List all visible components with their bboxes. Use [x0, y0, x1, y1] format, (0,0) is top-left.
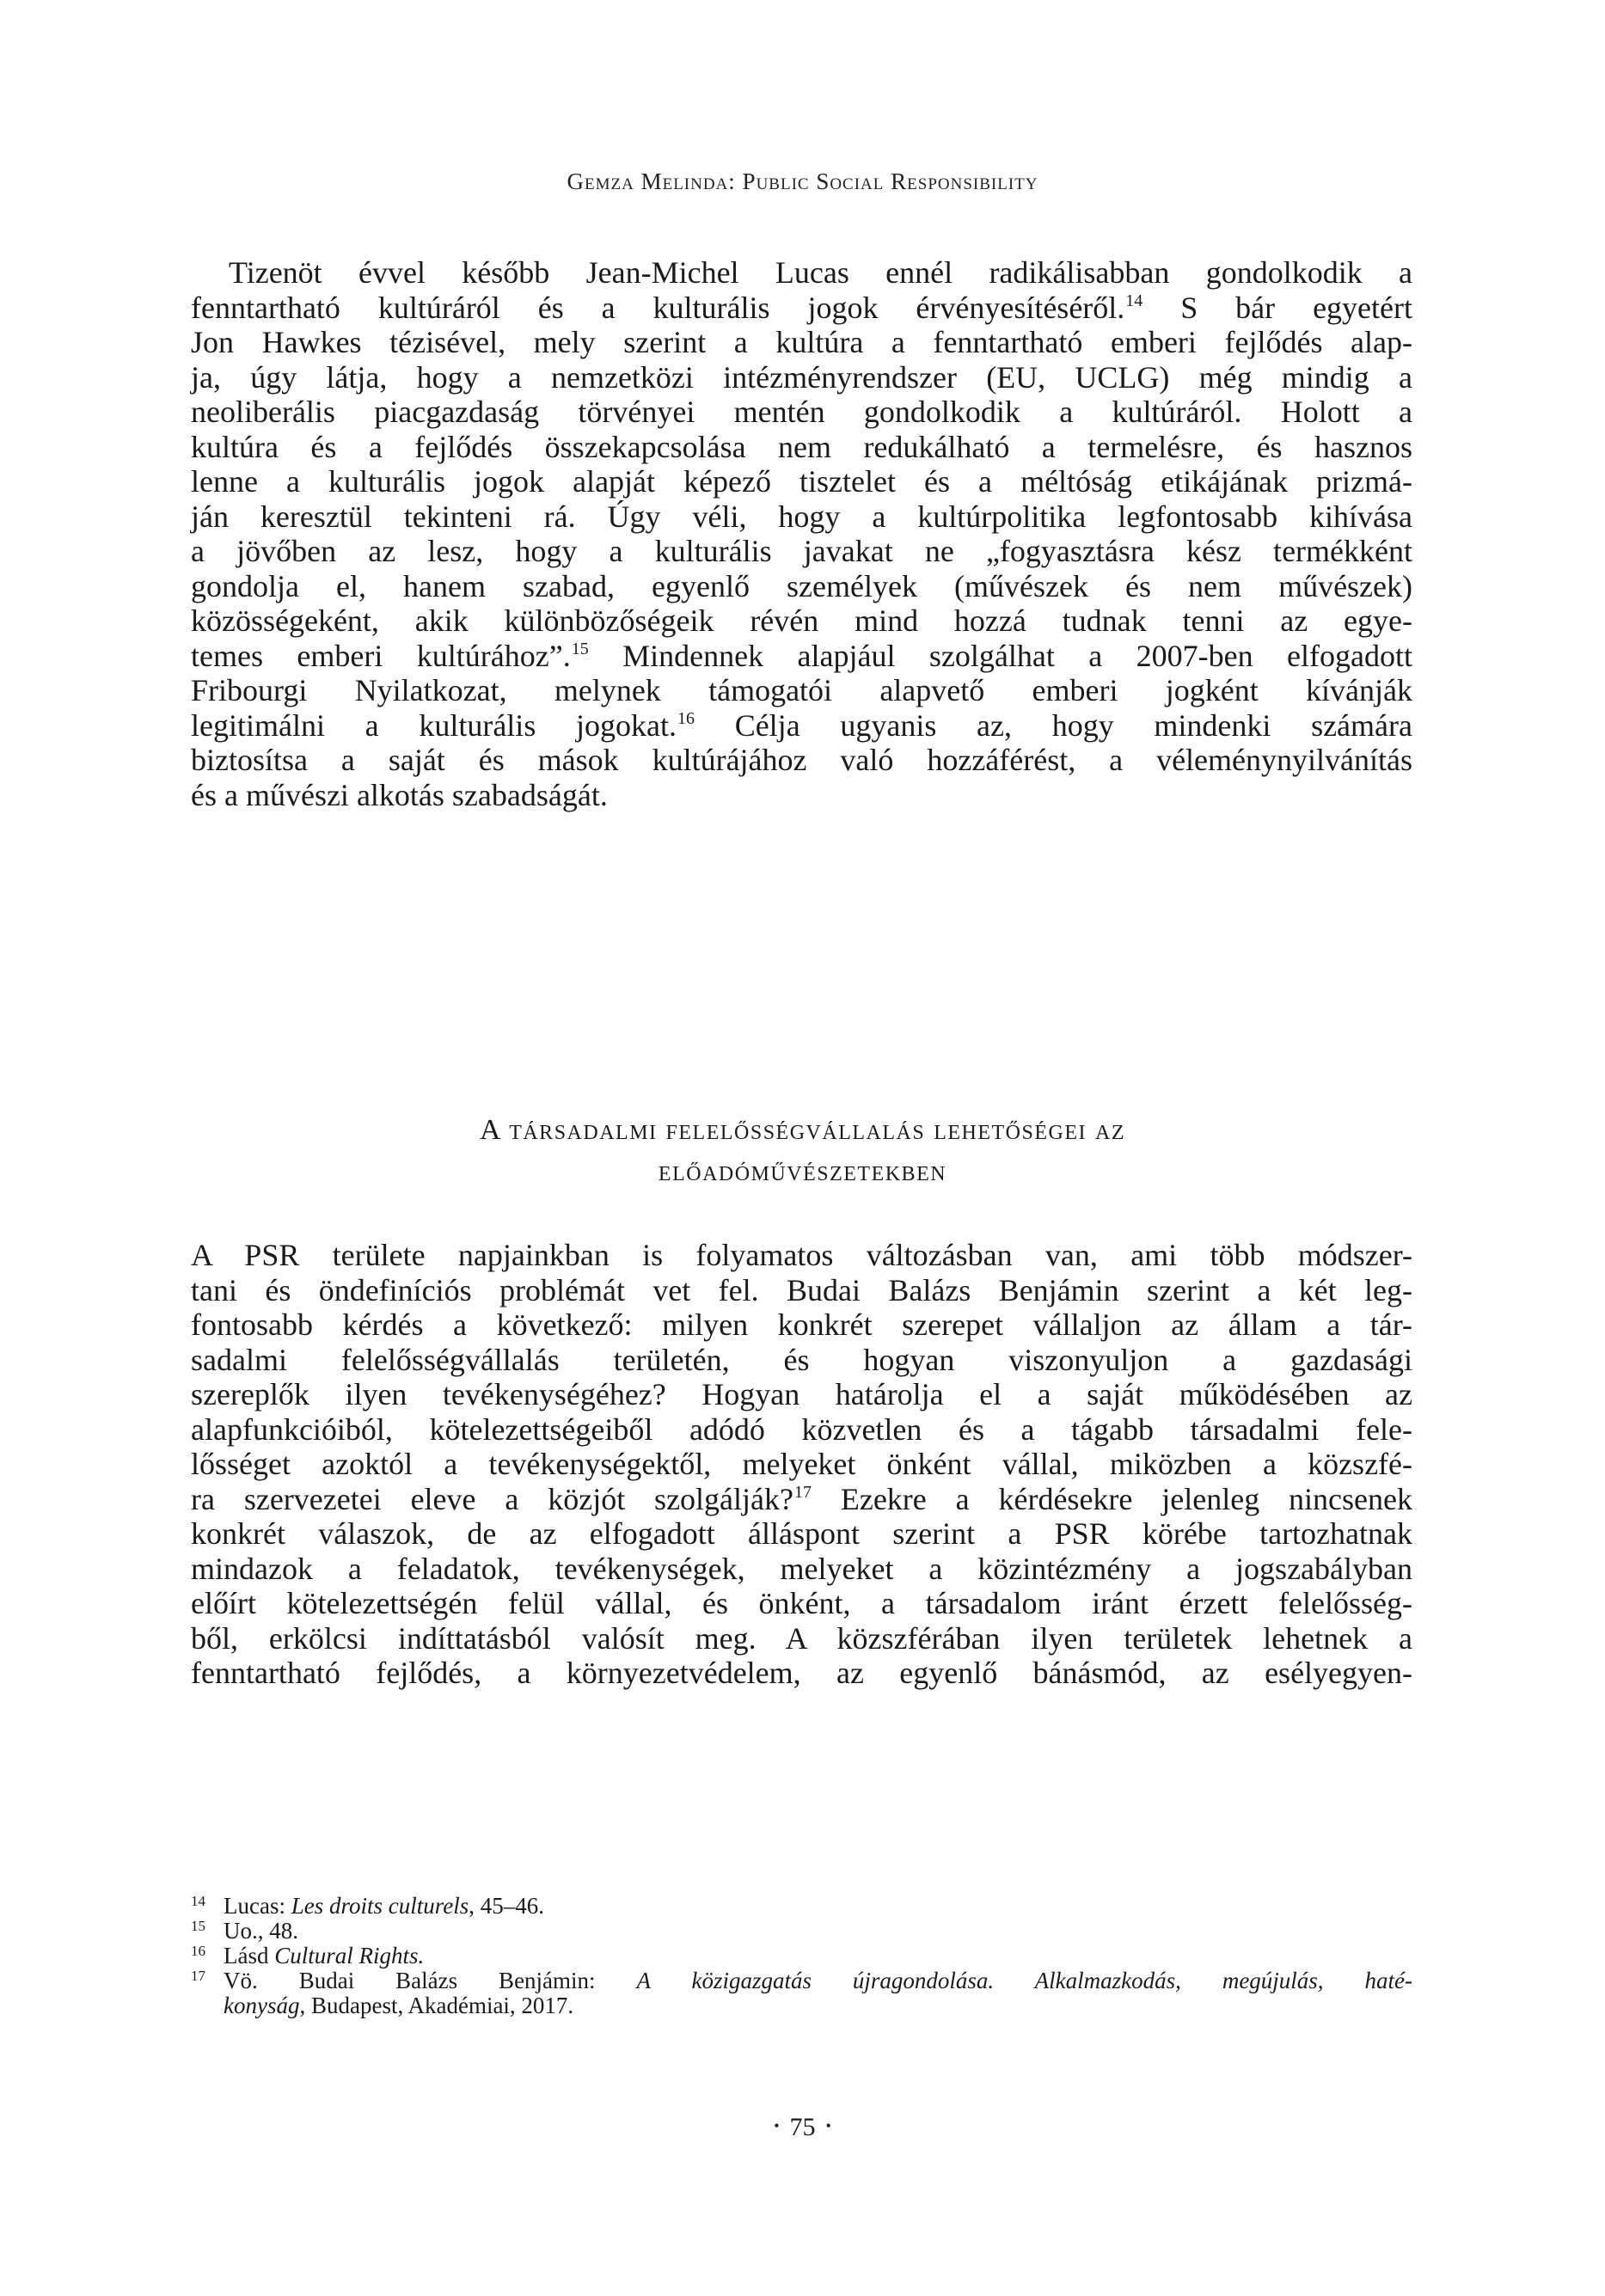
footnote-title: Cultural Rights. — [274, 1943, 425, 1968]
bullet-icon: • — [825, 2117, 831, 2134]
footnote-ref-17[interactable]: 17 — [794, 1482, 812, 1502]
text-span: ra szervezetei eleve a közjót szolgálják? — [191, 1481, 793, 1516]
text-line: Fribourgi Nyilatkozat, melynek támogatói alapvető emberi jogként kívánják — [191, 673, 1412, 707]
text-line: lősséget azoktól a tevékenységektől, melyeket önként vállal, miközben a közszfé- — [191, 1447, 1412, 1481]
footnote-number: 17 — [191, 1968, 205, 1984]
text-span: fenntartható kultúráról és a kulturális jogok érvényesítéséről. — [191, 290, 1125, 325]
footnote-title: A közigazgatás újragondolása. Alkalmazkodás, megújulás, haté- — [636, 1968, 1412, 1993]
text-line: fenntartható fejlődés, a környezetvédelem, az egyenlő bánásmód, az esélyegyen- — [191, 1656, 1412, 1690]
page-number — [0, 2113, 1605, 2142]
text-line — [191, 708, 1412, 744]
footnotes — [191, 1894, 1412, 2018]
footnote-number: 14 — [191, 1893, 205, 1909]
footnote-number: 15 — [191, 1918, 205, 1934]
text-line: és a művészi alkotás szabadságát. — [191, 777, 608, 812]
section-heading — [0, 1110, 1605, 1192]
text-span: S bár egyetért — [1142, 290, 1412, 325]
text-line: közösségeként, akik különbözőségeik révén mind hozzá tudnak tenni az egye- — [191, 603, 1412, 638]
text-line: szereplők ilyen tevékenységéhez? Hogyan határolja el a saját működésében az — [191, 1377, 1412, 1411]
text-line: alapfunkcióiból, kötelezettségeiből adódó közvetlen és a tágabb társadalmi fele- — [191, 1411, 1412, 1447]
text-line: neoliberális piacgazdaság törvényei mentén gondolkodik a kultúráról. Holott a — [191, 395, 1412, 429]
footnote-ref-14[interactable]: 14 — [1125, 291, 1143, 310]
running-head: Gemza Melinda: Public Social Responsibility — [567, 168, 1038, 194]
footnote-text: Uo., 48. — [224, 1918, 298, 1944]
text-line: Jon Hawkes tézisével, mely szerint a kultúra a fenntartható emberi fejlődés alap- — [191, 325, 1412, 359]
footnote-text: , 45–46. — [469, 1893, 544, 1919]
footnote-text: Vö. Budai Balázs Benjámin: — [224, 1968, 637, 1993]
footnote-text: Lásd — [224, 1943, 275, 1968]
footnote-text: , Budapest, Akadémiai, 2017. — [299, 1993, 574, 2018]
text-line: ja, úgy látja, hogy a nemzetközi intézményrendszer (EU, UCLG) még mindig a — [191, 359, 1412, 395]
text-span: Ezekre a kérdésekre jelenleg nincsenek — [812, 1481, 1413, 1516]
text-line — [191, 291, 1412, 326]
footnote-line — [224, 1968, 1412, 1993]
text-line: fontosabb kérdés a következő: milyen konkrét szerepet vállaljon az állam a tár- — [191, 1307, 1412, 1342]
footnote-ref-15[interactable]: 15 — [571, 639, 589, 658]
footnote-title: konyság — [224, 1993, 300, 2018]
footnote-number: 16 — [191, 1943, 205, 1959]
footnote-line — [224, 1993, 1412, 2018]
text-span: legitimálni a kulturális jogokat. — [191, 707, 677, 743]
footnote-text: Lucas: — [224, 1893, 291, 1919]
text-line: előírt kötelezettségén felül vállal, és önként, a társadalom iránt érzett felelősség- — [191, 1586, 1412, 1620]
section-heading-line-1: A társadalmi felelősségvállalás lehetőségei az — [480, 1114, 1125, 1146]
footnote-16 — [191, 1944, 1412, 1968]
footnote-15 — [191, 1919, 1412, 1944]
footnote-17 — [191, 1968, 1412, 2018]
text-line: Tizenöt évvel később Jean-Michel Lucas ennél radikálisabban gondolkodik a — [229, 255, 1412, 290]
text-line: lenne a kulturális jogok alapját képező tisztelet és a méltóság etikájának prizmá- — [191, 464, 1412, 499]
bullet-icon: • — [774, 2117, 780, 2134]
text-line: kultúra és a fejlődés összekapcsolása nem redukálható a termelésre, és hasznos — [191, 429, 1412, 464]
footnote-title: Les droits culturels — [291, 1893, 469, 1919]
body-paragraph-1 — [191, 255, 1412, 812]
text-line — [191, 639, 1412, 674]
text-span: temes emberi kultúrához”. — [191, 638, 571, 673]
text-line: a jövőben az lesz, hogy a kulturális javakat ne „fogyasztásra kész termékként — [191, 534, 1412, 568]
text-line: A PSR területe napjainkban is folyamatos változásban van, ami több módszer- — [191, 1238, 1412, 1272]
text-line: ján keresztül tekinteni rá. Úgy véli, hogy a kultúrpolitika legfontosabb kihívása — [191, 499, 1412, 534]
body-paragraph-2 — [191, 1238, 1412, 1691]
text-line: gondolja el, hanem szabad, egyenlő személyek (művészek és nem művészek) — [191, 568, 1412, 603]
footnote-ref-16[interactable]: 16 — [677, 708, 695, 728]
text-span: Mindennek alapjául szolgálhat a 2007-ben elfogadott — [588, 638, 1412, 673]
section-heading-line-2: előadóművészetekben — [658, 1155, 947, 1187]
text-line: ből, erkölcsi indíttatásból valósít meg. A közszférában ilyen területek lehetnek a — [191, 1620, 1412, 1656]
text-line: konkrét válaszok, de az elfogadott álláspont szerint a PSR körébe tartozhatnak — [191, 1516, 1412, 1551]
text-span: Célja ugyanis az, hogy mindenki számára — [695, 707, 1412, 743]
text-line: mindazok a feladatok, tevékenységek, melyeket a közintézmény a jogszabályban — [191, 1551, 1412, 1586]
page-number-value: 75 — [789, 2113, 816, 2141]
text-line: biztosítsa a saját és mások kultúrájához való hozzáférést, a véleménynyilvánítás — [191, 743, 1412, 777]
text-line: sadalmi felelősségvállalás területén, és hogyan viszonyuljon a gazdasági — [191, 1342, 1412, 1377]
text-line — [191, 1482, 1412, 1517]
text-line: tani és öndefiníciós problémát vet fel. Budai Balázs Benjámin szerint a két leg- — [191, 1272, 1412, 1307]
footnote-14 — [191, 1894, 1412, 1919]
